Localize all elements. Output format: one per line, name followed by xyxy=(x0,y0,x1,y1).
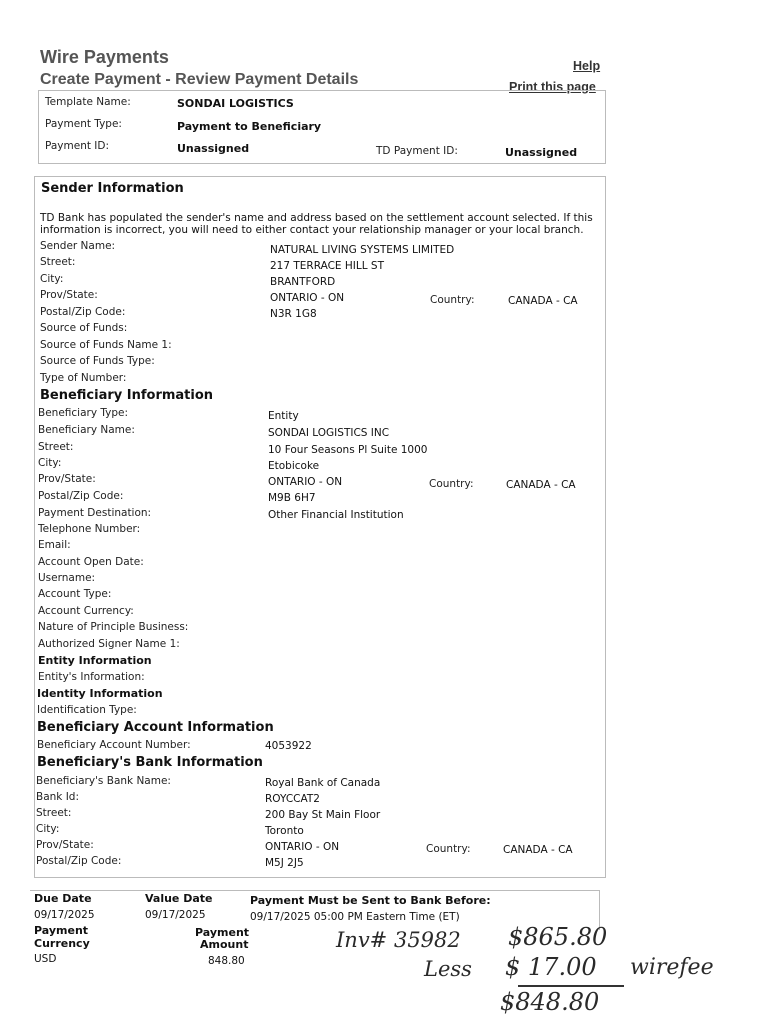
beneficiary-type-label: Beneficiary Type: xyxy=(38,407,129,419)
handwritten-total: $848.80 xyxy=(500,988,600,1016)
account-currency-label: Account Currency: xyxy=(38,605,134,617)
beneficiary-street-label: Street: xyxy=(38,441,74,453)
bank-postal-value: M5J 2J5 xyxy=(265,857,304,869)
payment-id-value: Unassigned xyxy=(177,142,250,155)
beneficiary-city-label: City: xyxy=(38,457,62,469)
bank-name-value: Royal Bank of Canada xyxy=(265,777,381,789)
handwritten-invoice-amount: $865.80 xyxy=(508,923,608,951)
payment-currency-value: USD xyxy=(34,953,57,965)
handwritten-fee-amount: $ 17.00 xyxy=(505,953,597,981)
payment-destination-value: Other Financial Institution xyxy=(268,509,404,521)
payment-currency-label-line2: Currency xyxy=(34,937,90,950)
dates-top-rule xyxy=(30,890,600,891)
beneficiary-country-value: CANADA - CA xyxy=(506,479,576,491)
value-date-label: Value Date xyxy=(145,892,213,905)
template-name-label: Template Name: xyxy=(45,96,131,108)
beneficiary-country-label: Country: xyxy=(429,478,474,490)
template-name-value: SONDAI LOGISTICS xyxy=(177,97,294,110)
bank-id-label: Bank Id: xyxy=(36,791,80,803)
value-date-value: 09/17/2025 xyxy=(145,909,206,921)
bank-postal-label: Postal/Zip Code: xyxy=(36,855,122,867)
payment-amount-value: 848.80 xyxy=(208,955,245,967)
bank-street-label: Street: xyxy=(36,807,72,819)
bank-id-value: ROYCCAT2 xyxy=(265,793,320,805)
bank-prov-value: ONTARIO - ON xyxy=(265,841,340,853)
page-subtitle: Create Payment - Review Payment Details xyxy=(40,71,359,88)
payment-destination-label: Payment Destination: xyxy=(38,507,152,519)
entity-info-heading: Entity Information xyxy=(38,654,152,667)
payment-type-value: Payment to Beneficiary xyxy=(177,120,322,133)
beneficiary-street-value: 10 Four Seasons Pl Suite 1000 xyxy=(268,444,428,456)
page-title: Wire Payments xyxy=(40,47,169,67)
sender-street-value: 217 TERRACE HILL ST xyxy=(270,260,385,272)
sender-city-value: BRANTFORD xyxy=(270,276,336,288)
bank-street-value: 200 Bay St Main Floor xyxy=(265,809,381,821)
identity-info-heading: Identity Information xyxy=(37,687,163,700)
bank-prov-label: Prov/State: xyxy=(36,839,94,851)
beneficiary-postal-value: M9B 6H7 xyxy=(268,492,316,504)
account-info-heading: Beneficiary Account Information xyxy=(37,720,274,735)
payment-type-label: Payment Type: xyxy=(45,118,122,130)
payment-id-label: Payment ID: xyxy=(45,140,110,152)
sender-prov-value: ONTARIO - ON xyxy=(270,292,345,304)
beneficiary-name-label: Beneficiary Name: xyxy=(38,424,135,436)
account-open-date-label: Account Open Date: xyxy=(38,556,144,568)
due-date-value: 09/17/2025 xyxy=(34,909,95,921)
td-payment-id-label: TD Payment ID: xyxy=(376,145,458,157)
send-before-label: Payment Must be Sent to Bank Before: xyxy=(250,894,491,907)
td-payment-id-value: Unassigned xyxy=(505,146,578,159)
bank-city-label: City: xyxy=(36,823,60,835)
source-of-funds-label: Source of Funds: xyxy=(40,322,128,334)
email-label: Email: xyxy=(38,539,71,551)
payment-amount-label-line1: Payment xyxy=(195,926,250,939)
sender-heading: Sender Information xyxy=(41,181,184,196)
send-before-value: 09/17/2025 05:00 PM Eastern Time (ET) xyxy=(250,911,460,923)
sender-street-label: Street: xyxy=(40,256,76,268)
payment-amount-label-line2: Amount xyxy=(200,938,249,951)
telephone-label: Telephone Number: xyxy=(38,523,141,535)
identification-type-label: Identification Type: xyxy=(37,704,137,716)
account-number-value: 4053922 xyxy=(265,740,312,752)
beneficiary-name-value: SONDAI LOGISTICS INC xyxy=(268,427,390,439)
nature-of-business-label: Nature of Principle Business: xyxy=(38,621,189,633)
sender-postal-label: Postal/Zip Code: xyxy=(40,306,126,318)
sender-country-label: Country: xyxy=(430,294,475,306)
sender-name-value: NATURAL LIVING SYSTEMS LIMITED xyxy=(270,244,455,256)
handwritten-fee-label: wirefee xyxy=(630,955,714,980)
beneficiary-heading: Beneficiary Information xyxy=(40,388,214,403)
source-of-funds-type-label: Source of Funds Type: xyxy=(40,355,155,367)
sender-note: TD Bank has populated the sender's name and address based on the settlement account selected. If this information is incorrect, you will need to either contact your relationship manager or your local branch. xyxy=(40,212,593,236)
sender-name-label: Sender Name: xyxy=(40,240,116,252)
username-label: Username: xyxy=(38,572,96,584)
due-date-label: Due Date xyxy=(34,892,92,905)
beneficiary-city-value: Etobicoke xyxy=(268,460,320,472)
sender-prov-label: Prov/State: xyxy=(40,289,98,301)
type-of-number-label: Type of Number: xyxy=(40,372,127,384)
handwritten-total-rule xyxy=(518,985,624,987)
help-link[interactable]: Help xyxy=(573,59,601,73)
handwritten-less: Less xyxy=(424,957,472,981)
beneficiary-postal-label: Postal/Zip Code: xyxy=(38,490,124,502)
entity-info-label: Entity's Information: xyxy=(38,671,145,683)
authorized-signer-label: Authorized Signer Name 1: xyxy=(38,638,180,650)
bank-name-label: Beneficiary's Bank Name: xyxy=(36,775,171,787)
sender-city-label: City: xyxy=(40,273,64,285)
account-number-label: Beneficiary Account Number: xyxy=(37,739,191,751)
beneficiary-prov-label: Prov/State: xyxy=(38,473,96,485)
account-type-label: Account Type: xyxy=(38,588,112,600)
handwritten-invoice: Inv# 35982 xyxy=(336,928,461,952)
print-page-link[interactable]: Print this page xyxy=(509,80,596,94)
bank-country-value: CANADA - CA xyxy=(503,844,573,856)
beneficiary-type-value: Entity xyxy=(268,410,299,422)
beneficiary-prov-value: ONTARIO - ON xyxy=(268,476,343,488)
sender-country-value: CANADA - CA xyxy=(508,295,578,307)
payment-currency-label-line1: Payment xyxy=(34,924,89,937)
bank-info-heading: Beneficiary's Bank Information xyxy=(37,755,263,770)
sender-postal-value: N3R 1G8 xyxy=(270,308,317,320)
bank-country-label: Country: xyxy=(426,843,471,855)
source-of-funds-name-label: Source of Funds Name 1: xyxy=(40,339,172,351)
bank-city-value: Toronto xyxy=(265,825,304,837)
